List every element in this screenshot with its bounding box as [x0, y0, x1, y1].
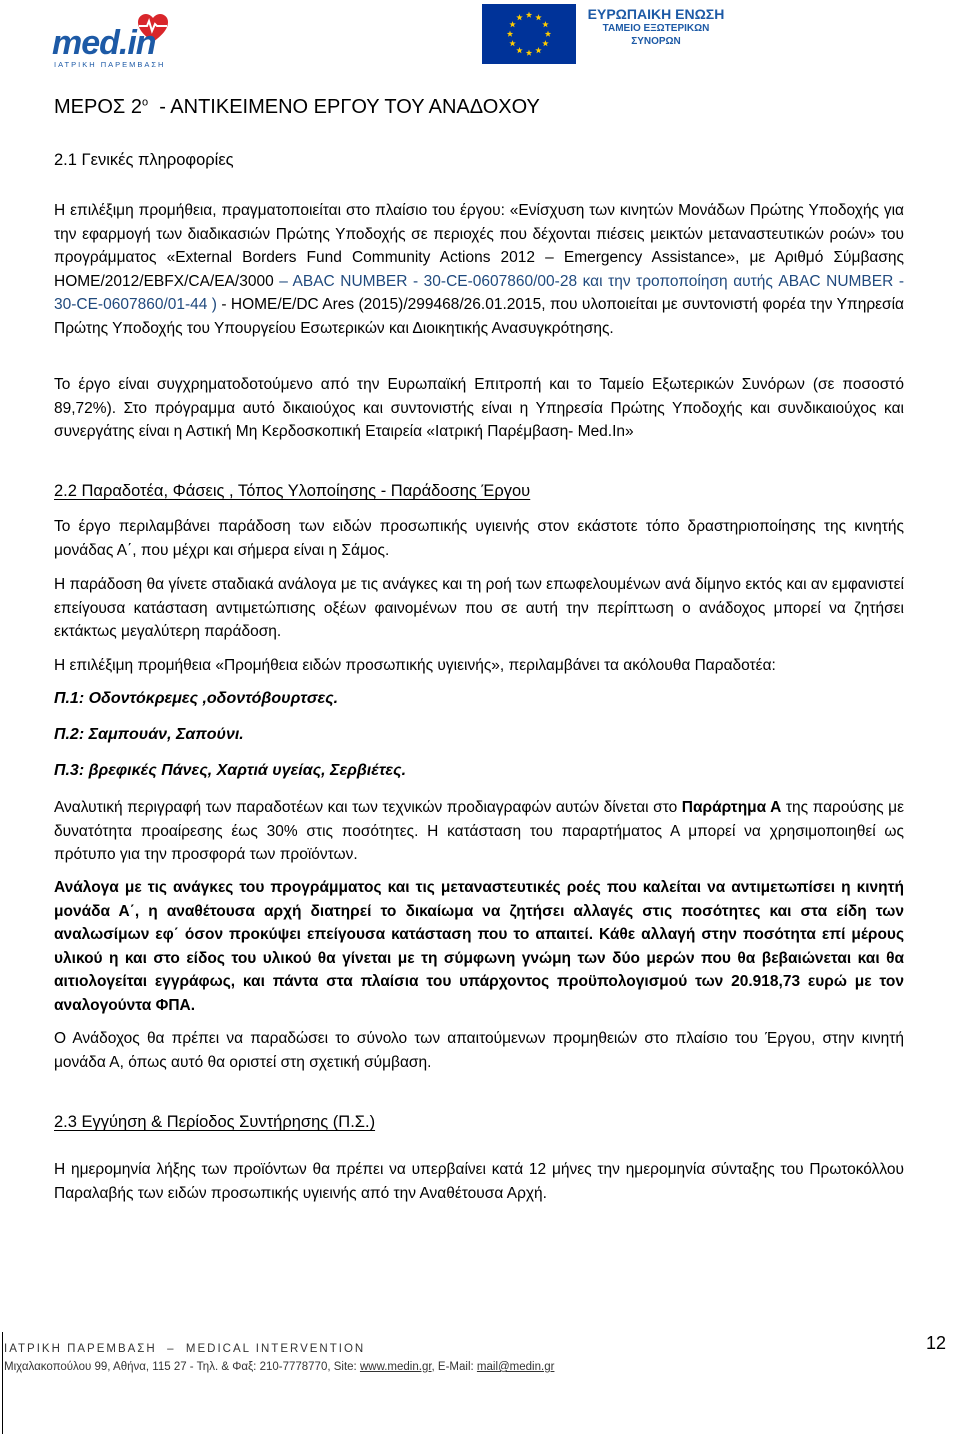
section-2-2-paragraph-1: Το έργο περιλαμβάνει παράδοση των ειδών προσωπικής υγιεινής στον εκάστοτε τόπο δραστηριοποίησης της κινητής μονάδας Α΄, που μέχρι και σήμερα είναι η Σάμος.: [54, 518, 904, 559]
section-2-2-paragraph-4: [54, 796, 904, 867]
medin-logo: [52, 22, 192, 72]
section-2-2-paragraph-6: Ο Ανάδοχος θα πρέπει να παραδώσει το σύνολο των απαιτούμενων προμηθειών στο πλαίσιο του Έργου, στην κινητή μονάδα Α, όπως αυτό θα οριστεί στη σχετική σύμβαση.: [54, 1030, 904, 1071]
section-2-2-paragraph-2: Η παράδοση θα γίνετε σταδιακά ανάλογα με τις ανάγκες και τη ροή των επωφελουμένων ανά δίμηνο εκτός και αν εμφανιστεί επείγουσα κατάσταση αντιμετώπισης οξέων φαινομένων που σε αυτή την περίπτωση ο ανάδοχος μπορεί να ζητήσει εκτάκτως μεγαλύτερη παράδοση.: [54, 576, 904, 640]
title-rest: - ΑΝΤΙΚΕΙΜΕΝΟ ΕΡΓΟΥ ΤΟΥ ΑΝΑΔΟΧΟΥ: [148, 96, 540, 118]
section-2-2-paragraph-5: Ανάλογα με τις ανάγκες του προγράμματος και τις μεταναστευτικές ροές που καλείται να αντιμετωπίσει η κινητή μονάδα Α΄, η αναθέτουσα αρχή διατηρεί το δικαίωμα να ζητήσει αλλαγές στις ποσότητες και στα είδη των αναλωσίμων εφ΄ όσον προκύψει επείγουσα κατάσταση που το απαιτεί. Κάθε αλλαγή στην ποσότητα επί μέρους υλικού η και στο είδος του υλικού θα γίνεται με τη σύμφωνη γνώμη των δύο μερών που θα βεβαιώνεται και θα αιτιολογείται εγγράφως, και πάντα στα πλαίσια του υπάρχοντος προϋπολογισμού των 20.918,73 ευρώ με τον αναλογούντα ΦΠΑ.: [54, 879, 904, 1014]
section-2-2-paragraph-3: Η επιλέξιμη προμήθεια «Προμήθεια ειδών προσωπικής υγιεινής», περιλαμβάνει τα ακόλουθα Παραδοτέα:: [54, 657, 776, 674]
deliverable-item: Π.2: Σαμπουάν, Σαπούνι.: [54, 726, 244, 743]
logo-tagline: ΙΑΤΡΙΚΗ ΠΑΡΕΜΒΑΣΗ: [54, 60, 166, 69]
eu-subtitle-2: ΣΥΝΟΡΩΝ: [631, 36, 681, 47]
section-2-3-paragraph-1: Η ημερομηνία λήξης των προϊόντων θα πρέπει να υπερβαίνει κατά 12 μήνες την ημερομηνία σύνταξης του Πρωτοκόλλου Παραλαβής των ειδών προσωπικής υγιεινής από την Αναθέτουσα Αρχή.: [54, 1161, 904, 1202]
eu-subtitle-1: ΤΑΜΕΙΟ ΕΞΩΤΕΡΙΚΩΝ: [602, 23, 710, 34]
eu-flag-icon: [482, 4, 576, 64]
footer-email-label: , E-Mail:: [431, 1361, 477, 1373]
eu-title: ΕΥΡΩΠΑΙΚΗ ΕΝΩΣΗ: [587, 6, 725, 22]
section-2-2-heading: 2.2 Παραδοτέα, Φάσεις , Τόπος Υλοποίησης - Παράδοσης Έργου: [54, 482, 531, 500]
contract-text: Η επιλέξιμη προμήθεια, πραγματοποιείται στο πλαίσιο του έργου: «Ενίσχυση των κινητών Μονάδων Πρώτης Υποδοχής για την εφαρμογή των διαδικασιών Πρώτης Υποδοχής σε περιοχές που δέχονται πιέσεις μεικτών μεταναστευτικών ροών» του προγράμματος «External Borders Fund Community Actions 2012 – Emergency Assistance», με Αριθμό Σύμβασης HOME/2012/EBFX/CA/EA/3000: [54, 202, 904, 290]
section-2-1-paragraph-1: [54, 199, 904, 340]
footer-organization: ΙΑΤΡΙΚΗ ΠΑΡΕΜΒΑΣΗ – MEDICAL INTERVENTION: [4, 1343, 366, 1355]
section-2-1-heading: 2.1 Γενικές πληροφορίες: [54, 151, 234, 169]
contract-text-end: - HOME/E/DC Ares (2015)/299468/26.01.2015, που υλοποιείται με συντονιστή φορέα την Υπηρεσία Πρώτης Υποδοχής του Υπουργείου Εσωτερικών και Διοικητικής Ανασυγκρότησης.: [54, 296, 905, 337]
title-main: ΜΕΡΟΣ 2: [54, 96, 142, 118]
abac-number-text: – ABAC NUMBER - 30-CE-0607860/00-28 και την τροποποίηση αυτής ABAC NUMBER - 30-CE-0607860/01-44 ): [54, 272, 905, 313]
eu-fund-label: [586, 6, 726, 48]
page-title: [54, 96, 540, 119]
logo-text: med.in: [52, 24, 156, 62]
footer-contact: [4, 1361, 554, 1373]
page-number: 12: [926, 1333, 947, 1353]
footer-divider: [2, 1332, 3, 1434]
title-superscript: ο: [141, 96, 149, 109]
section-2-1-paragraph-2: Το έργο είναι συγχρηματοδοτούμενο από την Ευρωπαϊκή Επιτροπή και το Ταμείο Εξωτερικών Συνόρων (σε ποσοστό 89,72%). Στο πρόγραμμα αυτό δικαιούχος και συντονιστής είναι η Υπηρεσία Πρώτης Υποδοχής και συνδικαιούχος και συνεργάτης είναι η Αστική Μη Κερδοσκοπική Εταιρεία «Ιατρική Παρέμβαση- Med.In»: [54, 376, 904, 440]
website-link[interactable]: www.medin.gr: [359, 1361, 432, 1373]
email-link[interactable]: mail@medin.gr: [476, 1361, 555, 1373]
annex-reference: Παράρτημα Α: [681, 799, 782, 816]
deliverable-item: Π.3: βρεφικές Πάνες, Χαρτιά υγείας, Σερβιέτες.: [54, 762, 407, 779]
annex-text: Αναλυτική περιγραφή των παραδοτέων και των τεχνικών προδιαγραφών αυτών δίνεται στο: [54, 799, 682, 816]
footer-address: Μιχαλακοπούλου 99, Αθήνα, 115 27 - Τηλ. & Φαξ: 210-7778770, Site:: [4, 1361, 360, 1373]
annex-text-end: της παρούσης με δυνατότητα προαίρεσης έως 30% στις ποσότητες. Η κατάσταση του παραρτήματος Α μπορεί να χρησιμοποιηθεί ως πρότυπο για την προσφορά των προϊόντων.: [54, 799, 904, 863]
deliverable-item: Π.1: Οδοντόκρεμες ,οδοντόβουρτσες.: [54, 690, 339, 707]
section-2-3-heading: 2.3 Εγγύηση & Περίοδος Συντήρησης (Π.Σ.): [54, 1113, 376, 1131]
